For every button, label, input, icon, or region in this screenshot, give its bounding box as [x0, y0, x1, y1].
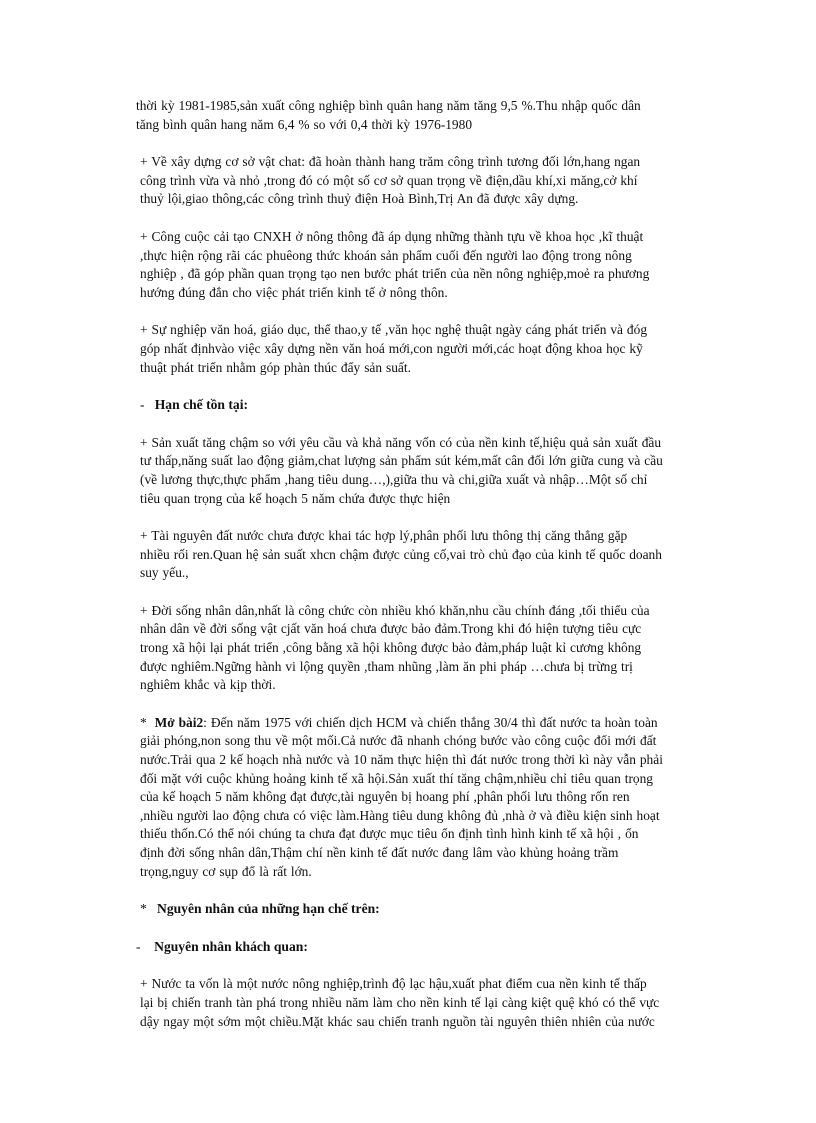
text-fragment: : Đến năm 1975 với chiến dịch HCM và chiến thắng 30/4 thì đất nước ta hoàn toàn: [203, 714, 658, 730]
star-bullet: *: [140, 714, 147, 730]
text-line: lại bị chiến tranh tàn phá trong nhiều năm làm cho nền kinh tế lại càng kiệt quệ khó có thể vực: [140, 994, 660, 1010]
text-line: dậy ngay một sớm một chiều.Mặt khác sau chiến tranh nguồn tài nguyên thiên nhiên của nước: [140, 1013, 655, 1029]
text-line: + Đời sống nhân dân,nhất là công chức còn nhiều khó khăn,nhu cầu chính đáng ,tối thiểu của: [140, 602, 650, 618]
text-line: thiếu thốn.Có thể nói chúng ta chưa đạt được mục tiêu ổn định tình hình kinh tế xã hội , ổn: [140, 826, 639, 842]
text-line: của kế hoạch 5 năm không đạt được,tài nguyên bị hoang phí ,phân phối lưu thông rốn ren: [140, 789, 630, 805]
paragraph-industry-growth: [136, 97, 760, 134]
text-line: tư thấp,năng suất lao động giảm,chat lượng sản phẩm sút kém,mất cân đối lớn giữa cung và cầu: [140, 453, 663, 469]
text-line: tăng bình quân hang năm 6,4 % so với 0,4 thời kỳ 1976-1980: [136, 116, 473, 132]
paragraph-living-standards: [136, 602, 760, 695]
paragraph-intro-2: [136, 714, 760, 881]
text-line: (về lương thực,thực phẩm ,hang tiêu dung…,),giữa thu và chi,giữa xuất và nhập…Một số chỉ: [140, 471, 648, 487]
text-line: giải phóng,non song thu về một mối.Cả nước đã nhanh chóng bước vào công cuộc đổi mới đất: [140, 733, 657, 749]
paragraph-resources: [136, 527, 760, 583]
intro-label: Mở bài2: [154, 714, 204, 730]
text-line: ,nhiều người lao động chưa có việc làm.Hàng tiêu dung không đủ ,nhà ở và điều kiện sinh hoạt: [140, 807, 660, 823]
section-heading-limitations: [136, 396, 760, 415]
text-line: thuỷ lội,giao thông,các công trình thuỷ điện Hoà Bình,Trị An đã được xây dựng.: [140, 191, 579, 207]
paragraph-culture-education: [136, 321, 760, 377]
text-line: nghiệp , đã góp phần quan trọng tạo nen bước phát triển của nền nông nghiệp,moẻ ra phương: [140, 266, 650, 282]
text-line: góp nhất địnhvào việc xây dựng nền văn hoá mới,con người mới,các hoạt động khoa học kỹ: [140, 340, 643, 356]
text-line: suy yếu.,: [140, 565, 189, 581]
text-line: trọng,nguy cơ sụp đổ là rất lớn.: [140, 863, 312, 879]
paragraph-slow-production: [136, 434, 760, 508]
text-line: + Nước ta vốn là một nước nông nghiệp,trình độ lạc hậu,xuất phat điểm cua nền kinh tế thấp: [140, 976, 647, 992]
heading-text: Nguyên nhân khách quan:: [154, 938, 308, 954]
section-heading-objective-causes: [136, 938, 760, 957]
section-heading-causes: [136, 900, 760, 919]
text-line: hướng đúng đắn cho việc phát triển kinh tế ở nông thôn.: [140, 284, 448, 300]
text-line: nước.Trải qua 2 kế hoạch nhà nước và 10 năm thực hiện thì đát nước trong thời kì này vẫn phải: [140, 752, 663, 768]
text-line: nghiêm khắc và kịp thời.: [140, 677, 276, 693]
text-line: thời kỳ 1981-1985,sản xuất công nghiệp bình quân hang năm tăng 9,5 %.Thu nhập quốc dân: [136, 98, 641, 113]
text-line: nhiều rối ren.Quan hệ sản suất xhcn chậm được củng cố,vai trò chủ đạo của kinh tế quốc doanh: [140, 546, 662, 562]
heading-prefix: *: [140, 901, 147, 917]
text-line: được nghiêm.Ngững hành vi lộng quyền ,tham nhũng ,làm ăn phi pháp …chưa bị trừng trị: [140, 658, 633, 674]
text-line: định đời sống nhân dân,Thậm chí nền kinh tế đất nước đang lâm vào khủng hoảng trầm: [140, 845, 619, 860]
text-line: trong xã hội lại phát triển ,công bằng xã hội không được bảo đảm,pháp luật kỉ cương không: [140, 640, 642, 656]
text-line: công trình vừa và nhỏ ,trong đó có một số cơ sở quan trọng về điện,dầu khí,xi măng,cở khí: [140, 172, 638, 188]
paragraph-agriculture-reform: [136, 228, 760, 302]
heading-prefix: -: [136, 938, 141, 954]
text-line: + Sự nghiệp văn hoá, giáo dục, thể thao,y tế ,văn học nghệ thuật ngày cáng phát triển và đóg: [140, 322, 648, 338]
text-line: [140, 714, 760, 733]
paragraph-infrastructure: [136, 153, 760, 209]
text-line: ,thực hiện rộng rãi các phuêong thức khoán sản phẩm cuối đến người lao động trong nông: [140, 247, 632, 263]
heading-text: Nguyên nhân của những hạn chế trên:: [157, 901, 380, 917]
paragraph-agrarian-country: [136, 975, 760, 1031]
text-line: thuật phát triển nhằm góp phàn thúc đẩy sản suất.: [140, 359, 411, 375]
text-line: + Sản xuất tăng chậm so với yêu cầu và khả năng vốn có của nền kinh tế,hiệu quả sản xuất đầu: [140, 434, 662, 450]
text-line: + Tài nguyên đất nước chưa được khai tác hợp lý,phân phối lưu thông thị căng thẳng gặp: [140, 528, 628, 544]
text-line: nhân dân về đời sống vật cjất văn hoá chưa được bảo đảm.Trong khi đó hiện tượng tiêu cực: [140, 621, 642, 637]
text-line: + Công cuộc cải tạo CNXH ở nông thông đã áp dụng những thành tựu về khoa học ,kĩ thuật: [140, 228, 644, 244]
text-line: đối mặt với cuộc khủng hoảng kinh tế xã hội.Sản xuất thí tăng chậm,nhiều chỉ tiêu quan trọng: [140, 770, 654, 786]
heading-prefix: -: [140, 397, 145, 413]
text-line: + Về xây dựng cơ sở vật chat: đã hoàn thành hang trăm công trình tương đối lớn,hang ngan: [140, 154, 641, 170]
text-line: tiêu quan trọng của kế hoạch 5 năm chứa được thực hiện: [140, 490, 451, 506]
heading-text: Hạn chế tồn tại:: [154, 397, 248, 413]
